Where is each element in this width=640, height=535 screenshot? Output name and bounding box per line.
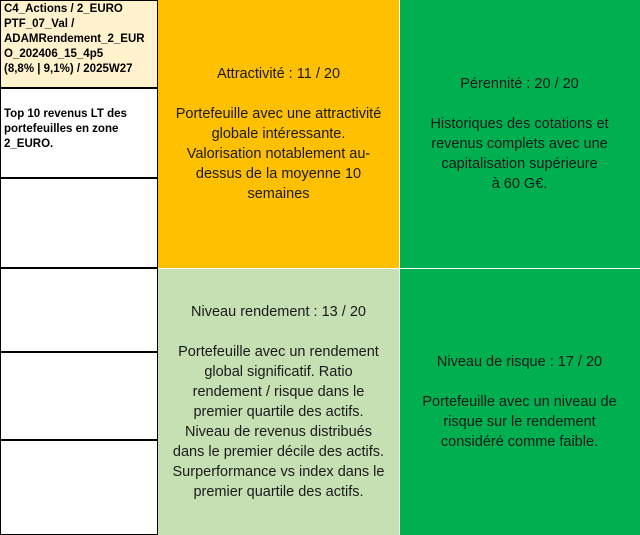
perennite-text: Historiques des cotations et revenus complets avec une capitalisation supérieure à 60 G€.	[430, 116, 609, 192]
rendement-panel	[158, 268, 399, 535]
risque-text: Portefeuille avec un niveau de risque sur le rendement considéré comme faible.	[422, 393, 617, 450]
portfolio-description-cell	[0, 88, 158, 178]
empty-cell-4	[0, 440, 158, 535]
horizontal-divider	[158, 268, 640, 269]
empty-cell-3	[0, 352, 158, 440]
attractivite-title: Attractivité : 11 / 20	[216, 66, 341, 82]
rendement-title: Niveau rendement : 13 / 20	[191, 303, 366, 320]
portfolio-header-cell	[0, 0, 158, 88]
risque-title: Niveau de risque : 17 / 20	[436, 353, 603, 370]
portfolio-header-text: C4_Actions / 2_EURO PTF_07_Val / ADAMRendement_2_EUR O_202406_15_4p5 (8,8% | 9,1%) / 2025W27	[4, 3, 145, 75]
attractivite-text: Portefeuille avec une attractivité globale intéressante. Valorisation notablement au- dessus de la moyenne 10 semaines	[175, 106, 382, 202]
attractivite-panel	[158, 0, 399, 268]
portfolio-description-text: Top 10 revenus LT des portefeuilles en zone 2_EURO.	[4, 108, 127, 150]
perennite-panel	[399, 0, 640, 268]
perennite-title: Pérennité : 20 / 20	[460, 76, 579, 92]
rendement-text: Portefeuille avec un rendement global significatif. Ratio rendement / risque dans le premier quartile des actifs. Niveau de revenus distribués dans le premier décile des actifs. Surperformance vs index dans le premier quartile des actifs.	[172, 343, 385, 500]
risque-panel	[399, 268, 640, 535]
empty-cell-1	[0, 178, 158, 268]
empty-cell-2	[0, 268, 158, 352]
